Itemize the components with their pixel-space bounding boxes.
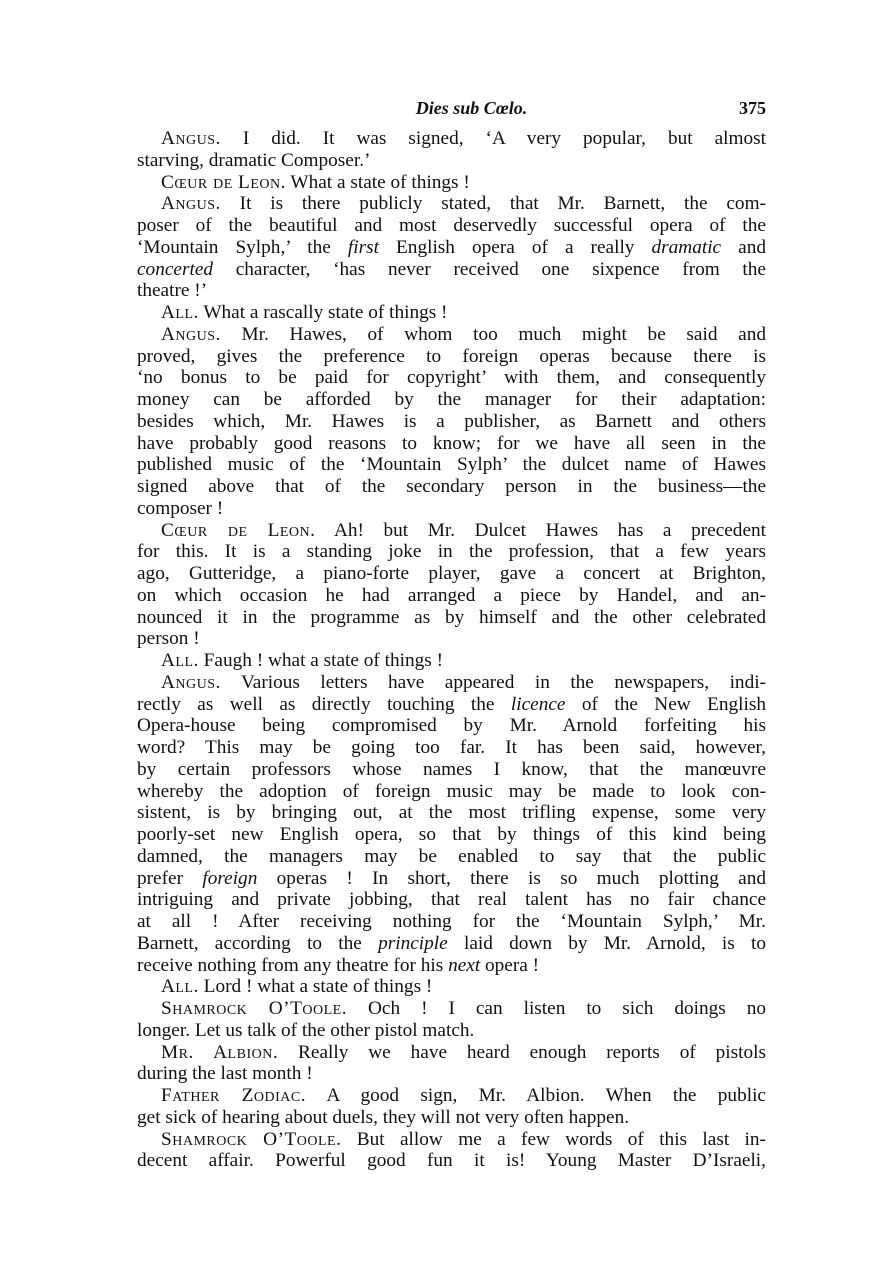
line-text: decent affair. Powerful good fun it is! Young Master D’Israeli, (137, 1150, 766, 1172)
text-line (137, 1063, 766, 1085)
text-line (137, 541, 766, 563)
line-text: money can be afforded by the manager for their adaptation: (137, 389, 766, 410)
line-text: poser of the beautiful and most deservedly successful opera of the (137, 215, 766, 236)
line-text: opera ! (480, 954, 540, 976)
text-line (137, 889, 766, 911)
text-line (137, 476, 766, 498)
speaker-name: All. (161, 976, 199, 998)
running-title: Dies sub Cœlo. (415, 98, 528, 118)
text-line (137, 1020, 766, 1042)
text-line (137, 976, 766, 998)
text-line (137, 650, 766, 672)
text-line (137, 454, 766, 476)
text-line (137, 215, 766, 237)
text-line (137, 520, 766, 542)
line-text: whereby the adoption of foreign music may be made to look con- (137, 780, 766, 802)
line-text: prefer (137, 867, 203, 889)
line-text: besides which, Mr. Hawes is a publisher, as Barnett and others (137, 410, 766, 432)
text-line (137, 824, 766, 846)
emphasis-text: dramatic (651, 236, 722, 258)
line-text: But allow me a few words of this last in- (341, 1128, 766, 1150)
emphasis-text: licence (510, 693, 566, 715)
text-line (137, 781, 766, 803)
line-text: Faugh ! what a state of things ! (198, 650, 444, 671)
text-line (137, 694, 766, 716)
line-text: Ah! but Mr. Dulcet Hawes has a precedent (315, 519, 767, 541)
line-text: Barnett, according to the (137, 932, 379, 954)
line-text: starving, dramatic Composer.’ (137, 149, 371, 171)
line-text: I did. It was signed, ‘A very popular, but almost (220, 128, 766, 149)
line-text: word? This may be going too far. It has been said, however, (137, 737, 766, 758)
line-text: published music of the ‘Mountain Sylph’ the dulcet name of Hawes (137, 454, 766, 476)
line-text: signed above that of the secondary person in the business—the (137, 476, 766, 497)
line-text: It is there publicly stated, that Mr. Barnett, the com- (220, 193, 766, 215)
text-line (137, 955, 766, 977)
line-text: at all ! After receiving nothing for the ‘Mountain Sylph,’ Mr. (137, 911, 766, 932)
text-line (137, 585, 766, 607)
line-text: What a state of things ! (285, 171, 470, 193)
line-text: Lord ! what a state of things ! (198, 976, 433, 998)
line-text: have probably good reasons to know; for we have all seen in the (137, 432, 766, 454)
text-line (137, 1150, 766, 1172)
line-text: A good sign, Mr. Albion. When the public (306, 1085, 766, 1106)
line-text: operas ! In short, there is so much plotting and (257, 867, 766, 889)
speaker-name: Cœur de Leon. (161, 171, 286, 193)
text-line (137, 563, 766, 585)
text-line (137, 628, 766, 650)
line-text: character, ‘has never received one sixpence from the (213, 258, 766, 280)
text-line (137, 389, 766, 411)
text-line (137, 672, 766, 694)
text-line (137, 324, 766, 346)
text-line (137, 172, 766, 194)
text-line (137, 715, 766, 737)
line-text: Really we have heard enough reports of pistols (278, 1041, 766, 1063)
emphasis-text: first (347, 236, 379, 258)
line-text: on which occasion he had arranged a piece by Handel, and an- (137, 584, 766, 606)
line-text: composer ! (137, 497, 224, 519)
line-text: nounced it in the programme as by himself and the other celebrated (137, 606, 766, 628)
line-text: proved, gives the preference to foreign operas because there is (137, 345, 766, 367)
line-text: for this. It is a standing joke in the profession, that a few years (137, 541, 766, 563)
speaker-name: Cœur de Leon. (161, 519, 316, 541)
text-line (137, 998, 766, 1020)
line-text: longer. Let us talk of the other pistol match. (137, 1019, 475, 1041)
line-text: Opera-house being compromised by Mr. Arnold forfeiting his (137, 715, 766, 737)
line-text: during the last month ! (137, 1063, 313, 1085)
line-text: ‘no bonus to be paid for copyright’ with them, and consequently (137, 367, 766, 389)
text-line (137, 498, 766, 520)
text-line (137, 411, 766, 433)
text-line (137, 1129, 766, 1151)
speaker-name: Shamrock O’Toole. (161, 1128, 342, 1150)
line-text: poorly-set new English opera, so that by things of this kind being (137, 824, 766, 845)
line-text: Mr. Hawes, of whom too much might be said and (220, 323, 766, 345)
speaker-name: Father Zodiac. (161, 1085, 307, 1106)
speaker-name: Mr. Albion. (161, 1041, 279, 1063)
text-line (137, 933, 766, 955)
line-text: get sick of hearing about duels, they will not very often happen. (137, 1106, 630, 1128)
text-line (137, 1085, 766, 1107)
text-line (137, 737, 766, 759)
text-line (137, 911, 766, 933)
line-text: person ! (137, 628, 200, 650)
line-text: and (721, 236, 766, 258)
line-text: laid down by Mr. Arnold, is to (447, 932, 767, 954)
line-text: Various letters have appeared in the newspapers, indi- (220, 671, 766, 693)
text-line (137, 607, 766, 629)
text-line (137, 259, 766, 281)
line-text: ago, Gutteridge, a piano-forte player, gave a concert at Brighton, (137, 563, 766, 584)
text-line (137, 868, 766, 890)
line-text: damned, the managers may be enabled to say that the public (137, 845, 766, 867)
line-text: What a rascally state of things ! (198, 302, 448, 323)
page-body (137, 128, 766, 1172)
line-text: English opera of a really (378, 236, 652, 258)
emphasis-text: principle (378, 932, 448, 954)
book-page (137, 96, 766, 1172)
text-line (137, 367, 766, 389)
emphasis-text: concerted (137, 258, 214, 280)
speaker-name: All. (161, 650, 199, 671)
line-text: receive nothing from any theatre for his (137, 954, 449, 976)
speaker-name: All. (161, 302, 199, 323)
text-line (137, 346, 766, 368)
line-text: of the New English (565, 693, 766, 715)
text-line (137, 128, 766, 150)
line-text: ‘Mountain Sylph,’ the (137, 236, 348, 258)
speaker-name: Shamrock O’Toole. (161, 998, 348, 1019)
text-line (137, 1107, 766, 1129)
text-line (137, 846, 766, 868)
page-header (137, 96, 766, 126)
line-text: theatre !’ (137, 280, 208, 302)
emphasis-text: next (448, 954, 481, 976)
speaker-name: Angus. (161, 193, 221, 215)
line-text: sistent, is by bringing out, at the most trifling expense, some very (137, 802, 766, 824)
text-line (137, 302, 766, 324)
speaker-name: Angus. (161, 671, 221, 693)
speaker-name: Angus. (161, 323, 221, 345)
text-line (137, 237, 766, 259)
text-line (137, 193, 766, 215)
text-line (137, 759, 766, 781)
line-text: by certain professors whose names I know, that the manœuvre (137, 758, 766, 780)
text-line (137, 1042, 766, 1064)
line-text: Och ! I can listen to sich doings no (347, 998, 766, 1019)
text-line (137, 150, 766, 172)
speaker-name: Angus. (161, 128, 221, 149)
page-number: 375 (739, 98, 766, 118)
line-text: intriguing and private jobbing, that real talent has no fair chance (137, 889, 766, 911)
text-line (137, 280, 766, 302)
text-line (137, 433, 766, 455)
line-text: rectly as well as directly touching the (137, 693, 511, 715)
emphasis-text: foreign (202, 867, 258, 889)
text-line (137, 802, 766, 824)
